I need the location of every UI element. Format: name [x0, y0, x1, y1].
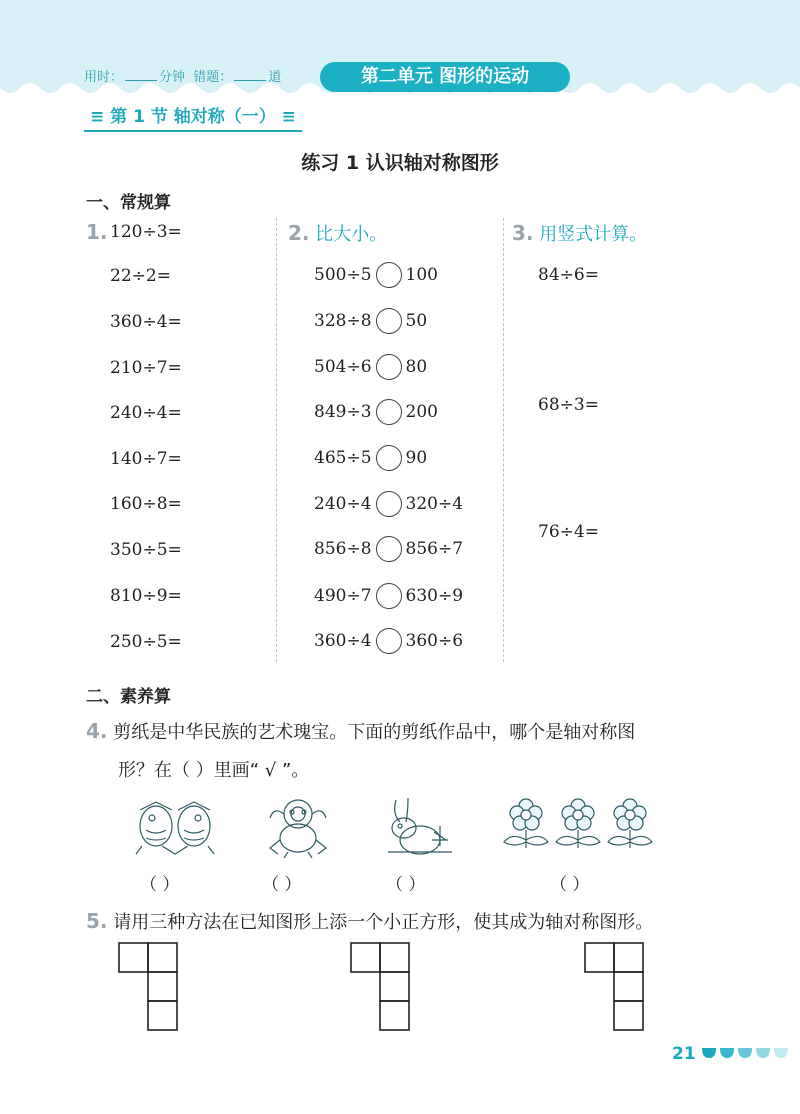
compare-right: 200: [405, 402, 438, 422]
compare-row: [314, 262, 438, 288]
compare-circle[interactable]: [376, 399, 402, 425]
column-divider-1: [276, 218, 277, 662]
q3-title: 用竖式计算。: [539, 224, 648, 245]
errors-blank[interactable]: [234, 80, 266, 81]
section-title: [84, 104, 302, 132]
square-figure[interactable]: [118, 942, 180, 1032]
compare-left: 500÷5: [314, 265, 372, 285]
compare-row: [314, 354, 427, 380]
q5-number: 5.: [86, 909, 108, 933]
q1-item: 350÷5=: [110, 540, 182, 560]
q3-item: 68÷3=: [538, 395, 599, 415]
compare-right: 360÷6: [405, 631, 464, 651]
compare-left: 504÷6: [314, 357, 372, 377]
q4-text-line2: 形？在（ ）里画“ √ ”。: [118, 760, 310, 781]
compare-row: [314, 491, 463, 517]
q1-item: 250÷5=: [110, 632, 182, 652]
q5-text: 请用三种方法在已知图形上添一个小正方形，使其成为轴对称图形。: [113, 912, 654, 933]
page-decoration: [700, 1046, 792, 1060]
page-number: 21: [672, 1044, 696, 1064]
compare-row: [314, 628, 463, 654]
compare-left: 849÷3: [314, 402, 372, 422]
section-deco-right: ≡: [275, 107, 296, 127]
q5-question: [86, 902, 746, 942]
answer-paren[interactable]: （ ）: [550, 875, 590, 895]
compare-circle[interactable]: [376, 536, 402, 562]
compare-row: [314, 536, 463, 562]
q2-header: [288, 220, 387, 246]
compare-right: 100: [405, 265, 438, 285]
q3-header: [512, 220, 647, 246]
errors-label: 错题：: [193, 70, 233, 85]
compare-left: 856÷8: [314, 539, 372, 559]
time-label: 用时：: [84, 70, 124, 85]
q1-item: 22÷2=: [110, 266, 171, 286]
compare-circle[interactable]: [376, 491, 402, 517]
fish-papercut-icon: [132, 796, 218, 856]
square-figure[interactable]: [584, 942, 646, 1032]
answer-paren[interactable]: （ ）: [140, 875, 180, 895]
q4-number: 4.: [86, 719, 108, 743]
unit-title: 第二单元 图形的运动: [320, 62, 570, 92]
compare-row: [314, 399, 438, 425]
q1-item: 120÷3=: [110, 222, 182, 242]
section-label: 第 1 节 轴对称（一）: [110, 107, 276, 127]
compare-circle[interactable]: [376, 583, 402, 609]
compare-left: 240÷4: [314, 494, 372, 514]
part1-heading: 一、常规算: [86, 193, 171, 213]
q3-item: 76÷4=: [538, 522, 599, 542]
q2-number: 2.: [288, 221, 310, 245]
q1-header: [86, 220, 108, 244]
section-deco-left: ≡: [90, 107, 111, 127]
compare-circle[interactable]: [376, 445, 402, 471]
column-divider-2: [503, 218, 504, 662]
compare-left: 328÷8: [314, 311, 372, 331]
compare-right: 90: [405, 448, 428, 468]
compare-left: 360÷4: [314, 631, 372, 651]
square-figure[interactable]: [350, 942, 412, 1032]
q1-item: 360÷4=: [110, 312, 182, 332]
compare-row: [314, 583, 463, 609]
compare-circle[interactable]: [376, 308, 402, 334]
answer-paren[interactable]: （ ）: [386, 875, 426, 895]
time-error-record: [84, 66, 281, 85]
compare-right: 50: [405, 311, 428, 331]
q1-item: 140÷7=: [110, 449, 182, 469]
part2-heading: 二、素养算: [86, 687, 171, 707]
q3-number: 3.: [512, 221, 534, 245]
q2-title: 比大小。: [315, 224, 388, 245]
compare-circle[interactable]: [376, 262, 402, 288]
q1-number: 1.: [86, 220, 108, 244]
errors-unit: 道: [268, 70, 282, 85]
compare-row: [314, 308, 427, 334]
compare-left: 465÷5: [314, 448, 372, 468]
q1-item: 210÷7=: [110, 358, 182, 378]
q4-question: [86, 712, 746, 790]
exercise-title: 练习 1 认识轴对称图形: [301, 152, 499, 174]
q1-item: 240÷4=: [110, 403, 182, 423]
compare-circle[interactable]: [376, 628, 402, 654]
time-unit: 分钟: [159, 70, 186, 85]
rabbit-papercut-icon: [382, 796, 456, 858]
compare-right: 630÷9: [405, 586, 464, 606]
answer-paren[interactable]: （ ）: [262, 875, 302, 895]
q3-item: 84÷6=: [538, 265, 599, 285]
compare-left: 490÷7: [314, 586, 372, 606]
lion-papercut-icon: [264, 796, 332, 858]
compare-right: 320÷4: [405, 494, 464, 514]
q4-text-line1: 剪纸是中华民族的艺术瑰宝。下面的剪纸作品中，哪个是轴对称图: [113, 722, 636, 743]
flowers-papercut-icon: [500, 796, 654, 854]
compare-right: 856÷7: [405, 539, 464, 559]
time-blank[interactable]: [125, 80, 157, 81]
compare-circle[interactable]: [376, 354, 402, 380]
compare-row: [314, 445, 427, 471]
compare-right: 80: [405, 357, 428, 377]
q1-item: 160÷8=: [110, 494, 182, 514]
q1-item: 810÷9=: [110, 586, 182, 606]
